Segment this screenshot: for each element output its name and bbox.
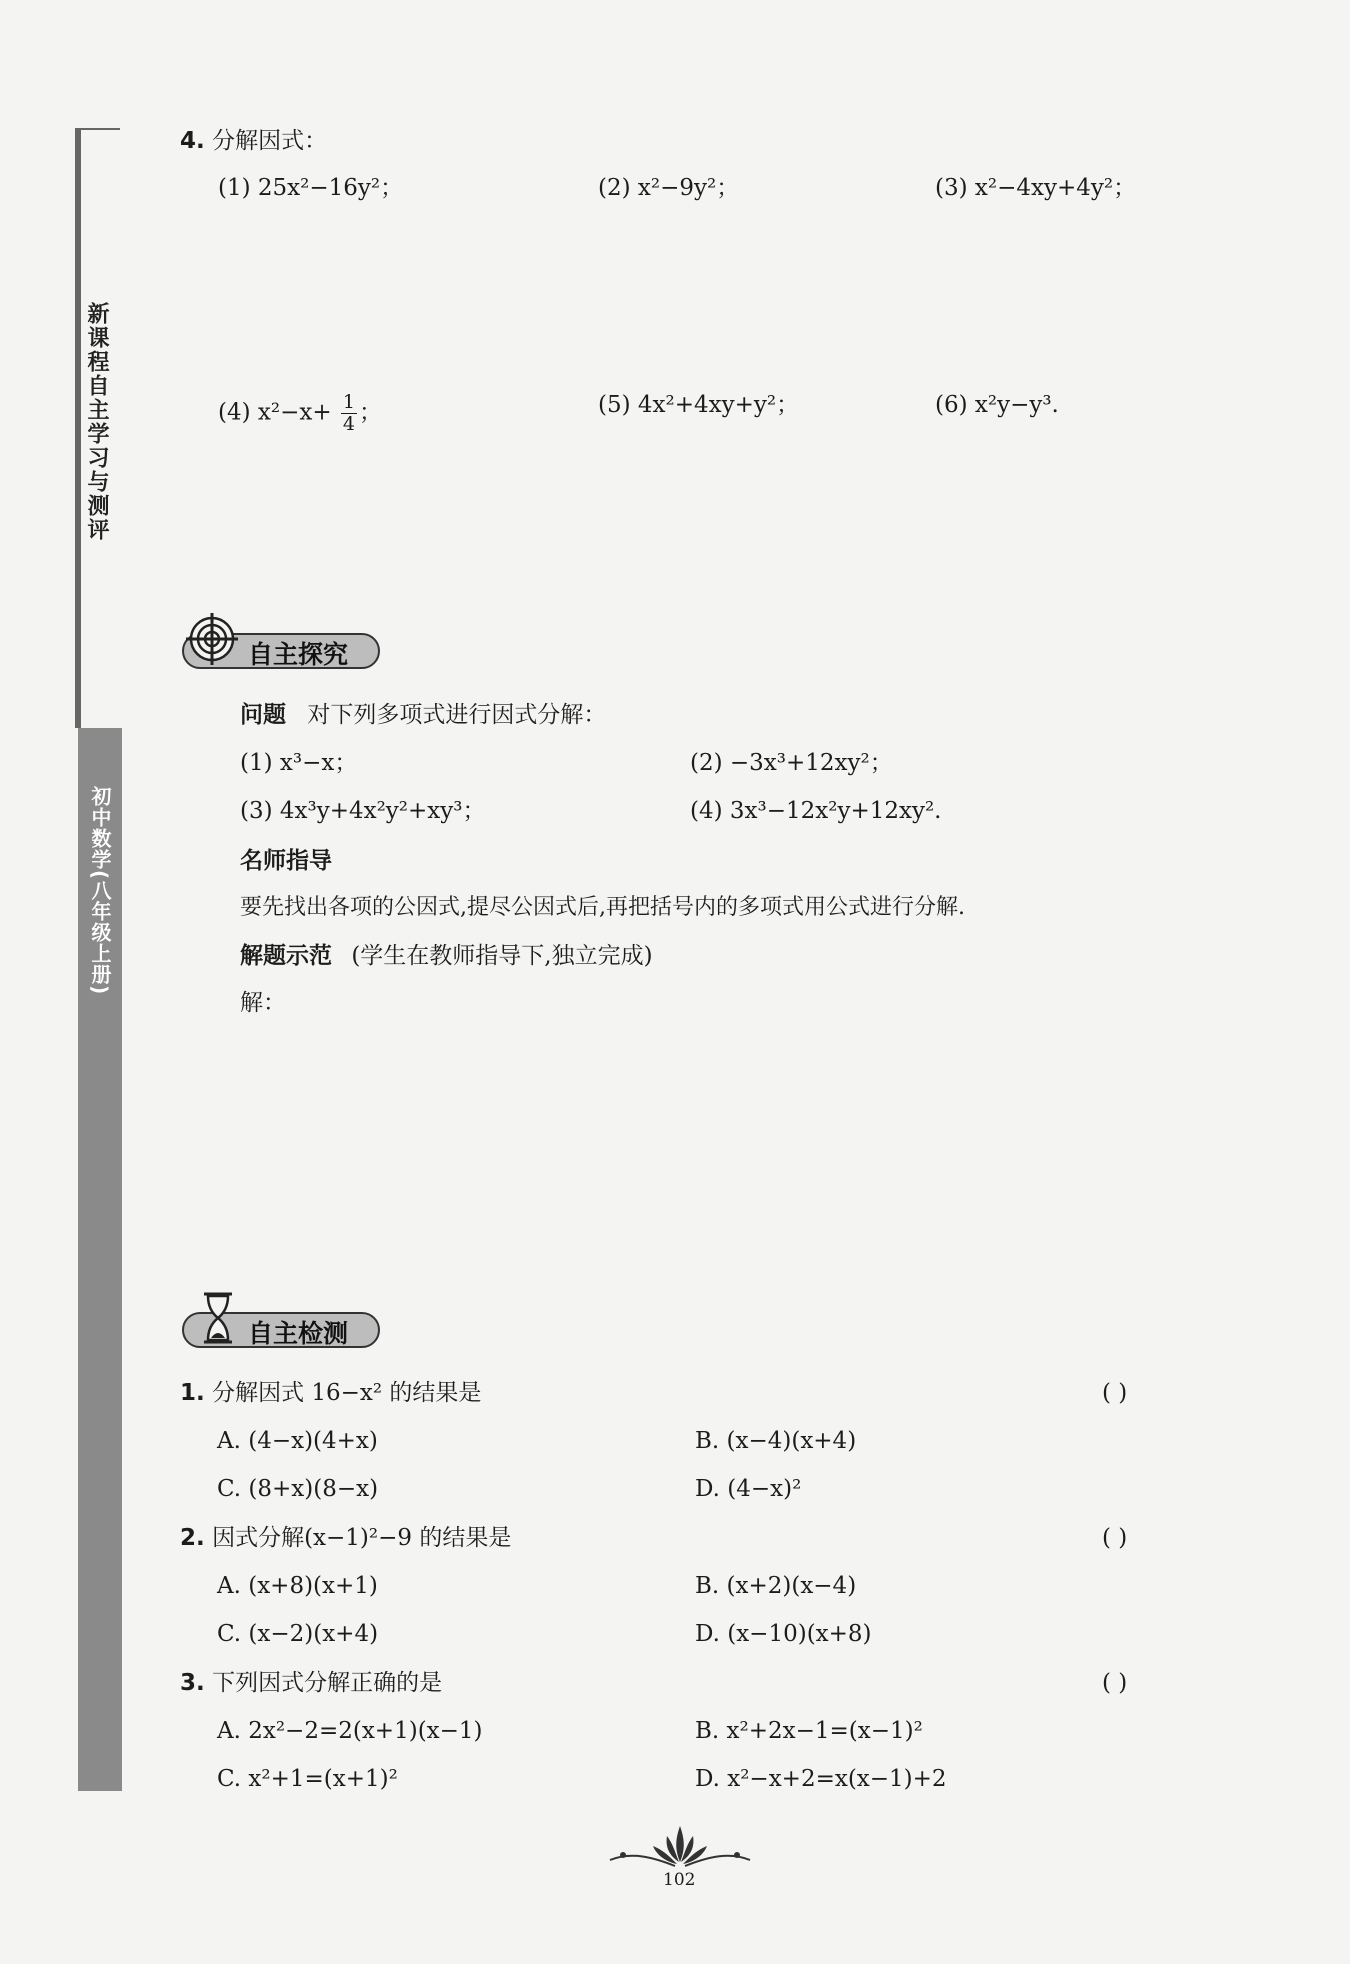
explore-item-4: (4) 3x³−12x²y+12xy².: [690, 798, 942, 824]
exercise4-item-2: (2) x²−9y²；: [598, 175, 740, 201]
exercise4-item-5: (5) 4x²+4xy+y²；: [598, 392, 800, 418]
question-3-number: 3.: [180, 1670, 205, 1696]
exercise4-item-1: (1) 25x²−16y²；: [218, 175, 404, 201]
demo-label: 解题示范: [240, 943, 332, 969]
question-2-stem: 因式分解(x−1)²−9 的结果是: [212, 1525, 512, 1551]
exercise4-item-4-text: (4) x²−x+: [218, 399, 332, 426]
demo-line: [240, 943, 653, 971]
side-tab-title: 新课程自主学习与测评: [84, 302, 109, 542]
answer-bracket-3[interactable]: ( ): [1102, 1670, 1128, 1696]
page-number: 102: [663, 1870, 696, 1890]
exercise4-title: 分解因式：: [212, 128, 328, 154]
question-1-number: 1.: [180, 1380, 205, 1406]
explore-item-2: (2) −3x³+12xy²；: [690, 750, 893, 776]
exercise4-heading: [180, 128, 327, 156]
option-2a[interactable]: A. (x+8)(x+1): [217, 1573, 378, 1599]
option-3c[interactable]: C. x²+1=(x+1)²: [217, 1766, 398, 1792]
answer-bracket-2[interactable]: ( ): [1102, 1525, 1128, 1551]
demo-text: (学生在教师指导下,独立完成): [351, 943, 653, 969]
option-1d[interactable]: D. (4−x)²: [695, 1476, 802, 1502]
footer-ornament-icon: [605, 1822, 755, 1870]
problem-line: [240, 702, 606, 730]
option-1b[interactable]: B. (x−4)(x+4): [695, 1428, 857, 1454]
question-3-stem: 下列因式分解正确的是: [212, 1670, 443, 1696]
option-3b[interactable]: B. x²+2x−1=(x−1)²: [695, 1718, 923, 1744]
guide-label: 名师指导: [240, 848, 332, 874]
question-3: [180, 1670, 442, 1698]
option-3a[interactable]: A. 2x²−2=2(x+1)(x−1): [217, 1718, 483, 1744]
exercise4-item-3: (3) x²−4xy+4y²；: [935, 175, 1137, 201]
explore-item-3: (3) 4x³y+4x²y²+xy³；: [240, 798, 486, 824]
fraction-numerator: 1: [342, 391, 356, 413]
option-1c[interactable]: C. (8+x)(8−x): [217, 1476, 379, 1502]
option-2b[interactable]: B. (x+2)(x−4): [695, 1573, 857, 1599]
question-2-number: 2.: [180, 1525, 205, 1551]
side-tab-subtitle: 初中数学(八年级上册): [88, 786, 112, 996]
option-3d[interactable]: D. x²−x+2=x(x−1)+2: [695, 1766, 947, 1792]
fraction-tail: ；: [359, 399, 383, 426]
exercise4-item-6: (6) x²y−y³.: [935, 392, 1059, 418]
question-1: [180, 1380, 481, 1408]
hourglass-icon: [200, 1290, 236, 1346]
solution-label: 解：: [240, 990, 286, 1016]
option-2d[interactable]: D. (x−10)(x+8): [695, 1621, 872, 1647]
guide-text: 要先找出各项的公因式,提尽公因式后,再把括号内的多项式用公式进行分解.: [240, 895, 965, 920]
fraction: [341, 392, 357, 435]
explore-item-1: (1) x³−x；: [240, 750, 358, 776]
exercise4-number: 4.: [180, 128, 205, 154]
option-1a[interactable]: A. (4−x)(4+x): [217, 1428, 378, 1454]
exercise4-item-4: [218, 392, 382, 435]
problem-label: 问题: [240, 702, 286, 728]
question-1-stem: 分解因式 16−x² 的结果是: [212, 1380, 482, 1406]
question-2: [180, 1525, 511, 1553]
problem-text: 对下列多项式进行因式分解：: [307, 702, 607, 728]
fraction-denominator: 4: [342, 412, 356, 435]
explore-banner-label: 自主探究: [248, 640, 349, 669]
answer-bracket-1[interactable]: ( ): [1102, 1380, 1128, 1406]
test-banner-label: 自主检测: [248, 1319, 349, 1348]
target-icon: [186, 613, 238, 665]
option-2c[interactable]: C. (x−2)(x+4): [217, 1621, 379, 1647]
